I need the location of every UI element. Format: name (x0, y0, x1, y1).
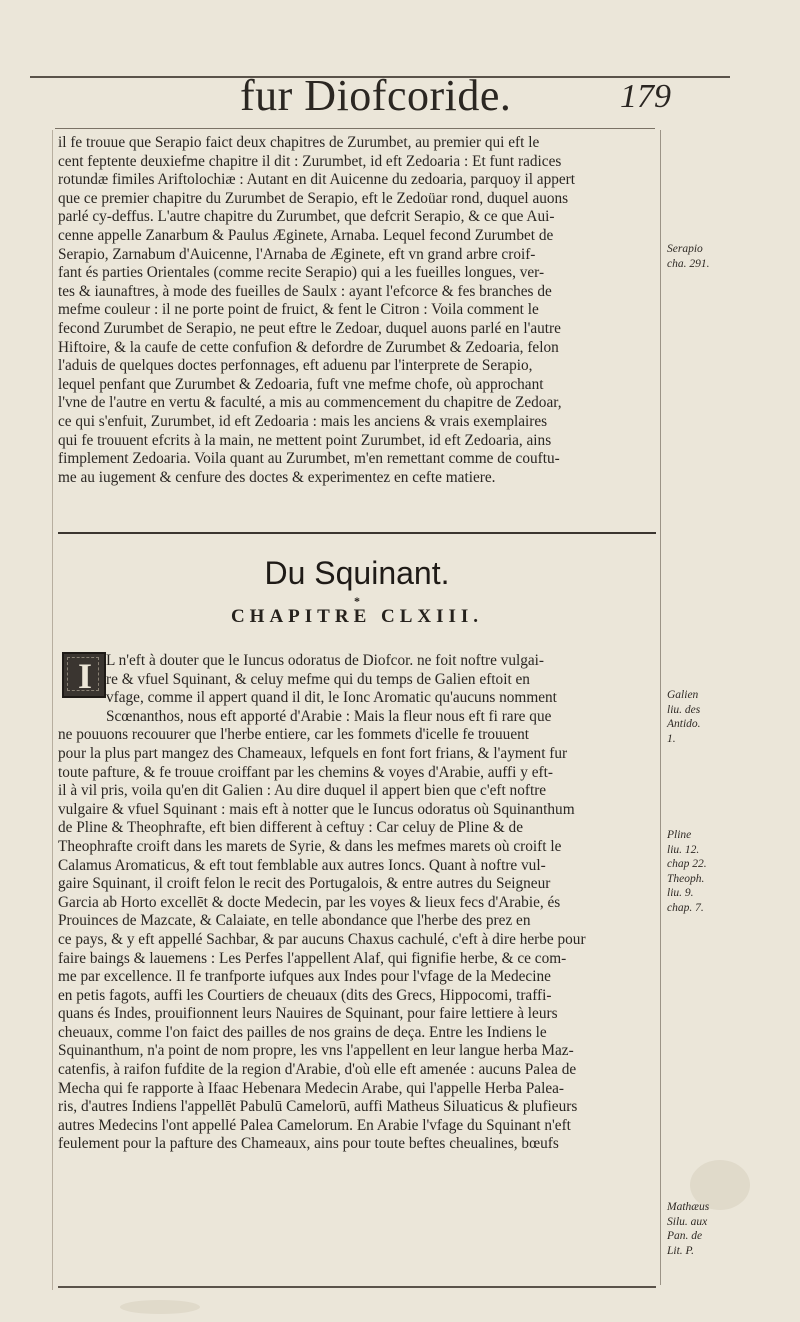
text-line: Calamus Aromaticus, & eft tout femblable aux autres Ioncs. Quant à noftre vul- (58, 856, 546, 874)
margin-note-line: liu. 12. (667, 843, 700, 856)
text-line: qui fe trouuent efcrits à la main, ne mettent point Zurumbet, id eft Zedoaria, ains (58, 431, 552, 449)
text-line: de Pline & Theophrafte, eft bien different à ceftuy : Car celuy de Pline & de (58, 819, 523, 837)
section-divider (58, 532, 656, 534)
text-line: vfage, comme il appert quand il dit, le Ionc Aromatic qu'aucuns nomment (106, 689, 557, 707)
text-line: L n'eft à douter que le Iuncus odoratus de Diofcor. ne foit noftre vulgai- (106, 652, 545, 669)
paragraph-text (58, 134, 656, 487)
text-line: lequel penfant que Zurumbet & Zedoaria, fuft vne mefme chofe, où approchant (58, 375, 544, 393)
text-line: il à vil pris, voila qu'en dit Galien : Au dire duquel il appert bien que c'eft noftre (58, 782, 547, 800)
text-line: tes & iaunaftres, à mode des fueilles de Saulx : ayant l'efcorce & fes branches de (58, 282, 552, 300)
page-number: 179 (620, 78, 671, 115)
section-title: Du Squinant. (264, 555, 450, 591)
text-line: ne pouuons recouurer que l'herbe entiere, car les fommets d'icelle fe trouuent (58, 726, 530, 744)
text-line: en petis fagots, auffi les Courtiers de cheuaux (dits des Grecs, Hippocomi, traffi- (58, 986, 552, 1004)
text-line: ris, d'autres Indiens l'appellēt Pabulū Camelorū, auffi Matheus Siluaticus & plufieurs (58, 1098, 578, 1116)
text-line: fimplement Zedoaria. Voila quant au Zurumbet, m'en remettant comme de couftu- (58, 450, 560, 468)
margin-note-line: 1. (667, 732, 676, 745)
text-line: vulgaire & vfuel Squinant : mais eft à notter que le Iuncus odoratus où Squinanthum (58, 800, 575, 818)
text-line: ce qui s'enfuit, Zurumbet, id eft Zedoaria : mais les anciens & vrais exemplaires (58, 412, 548, 430)
margin-note-line: Mathæus (667, 1201, 710, 1213)
text-line: autres Medecins l'ont appellé Palea Camelorum. En Arabie l'vfage du Squinant n'eft (58, 1116, 571, 1134)
margin-note-line: Lit. P. (667, 1244, 694, 1257)
chapter-label: CHAPITRE CLXIII. (230, 606, 484, 627)
margin-note-line: Serapio (667, 243, 703, 255)
text-line: Mecha qui fe rapporte à Ifaac Hebenara Medecin Arabe, qui l'appelle Herba Palea- (58, 1079, 565, 1097)
margin-note-line: chap 22. (667, 858, 707, 870)
margin-note-line: Pan. de (667, 1230, 703, 1242)
margin-note-galien (667, 688, 701, 746)
margin-note-line: Silu. aux (667, 1215, 708, 1228)
text-line: cent feptente deuxiefme chapitre il dit : Zurumbet, id eft Zedoaria : Et funt radices (58, 152, 562, 170)
text-line: quans és Indes, prouifionnent leurs Nauires de Squinant, pour faire lettiere à leurs (58, 1005, 558, 1023)
text-line: que ce premier chapitre du Zurumbet de Serapio, eft le Zedoüar rond, duquel auons (58, 189, 569, 207)
text-line: Garcia ab Horto excellēt & docte Medecin, par les voyes & lieux fecs d'Arabie, és (58, 893, 561, 911)
margin-note-pline (667, 828, 707, 915)
text-line: cenne appelle Zanarbum & Paulus Æginete, Arnaba. Lequel fecond Zurumbet de (58, 226, 554, 244)
ornament-star: * (354, 594, 360, 608)
margin-note-serapio (667, 242, 709, 271)
paragraph-squinant (58, 652, 656, 1154)
margin-note-line: Pline (667, 829, 692, 841)
paragraph-text (58, 652, 656, 1154)
drop-cap-letter: I (78, 656, 93, 696)
text-line: toute pafture, & fe trouue croiffant par les chemins & voyes d'Arabie, auffi y eft- (58, 763, 553, 781)
text-line: re & vfuel Squinant, & celuy mefme qui du temps de Galien eftoit en (106, 670, 530, 688)
margin-note-line: Theoph. (667, 872, 705, 885)
margin-rule (660, 130, 661, 1285)
text-line: l'vne de l'autre en vertu & faculté, a mis au commencement du chapitre de Zedoar, (58, 394, 562, 412)
left-margin-rule (52, 130, 53, 1290)
paragraph-zurumbet (58, 134, 656, 487)
text-line: mefme couleur : il ne porte point de fruict, & fent le Citron : Voila comment le (58, 301, 539, 319)
text-line: me par excellence. Il fe tranfporte iufques aux Indes pour l'vfage de la Medecine (58, 968, 551, 986)
header-rule (55, 128, 655, 129)
text-line: cheuaux, comme l'on faict des pailles de nos grains de deça. Entre les Indiens le (58, 1023, 547, 1041)
margin-note-line: Galien (667, 689, 699, 701)
text-line: Scœnanthos, nous eft apporté d'Arabie : Mais la fleur nous eft fi rare que (106, 707, 552, 725)
text-line: il fe trouue que Serapio faict deux chapitres de Zurumbet, au premier qui eft le (58, 134, 540, 151)
text-line: Theophrafte croift dans les marets de Syrie, & dans les mefmes marets où croift le (58, 837, 562, 855)
text-line: Prouinces de Mazcate, & Calaiate, en telle abondance que l'herbe des prez en (58, 912, 531, 930)
text-line: pour la plus part mangez des Chameaux, lefquels en font fort frians, & l'ayment fur (58, 744, 568, 762)
margin-note-line: liu. 9. (667, 887, 694, 899)
margin-note-line: Antido. (667, 718, 701, 730)
bottom-rule (58, 1286, 656, 1288)
text-line: feulement pour la pafture des Chameaux, ains pour toute beftes cheualines, bœufs (58, 1135, 559, 1153)
text-line: Squinanthum, n'a point de nom propre, les vns l'appellent en leur langue herba Maz- (58, 1042, 574, 1060)
text-line: ce pays, & y eft appellé Sachbar, & par aucuns Chaxus cachulé, c'eft à dire herbe pour (58, 930, 586, 948)
text-line: catenfis, à raifon fufdite de la region d'Arabie, d'où elle eft amenée : aucuns Palea de (58, 1061, 577, 1079)
text-line: fant és parties Orientales (comme recite Serapio) qui a les fueilles longues, ver- (58, 264, 545, 282)
running-head: fur Diofcoride. (240, 71, 512, 120)
text-line: me au iugement & cenfure des doctes & experimentez en cefte matiere. (58, 468, 496, 486)
text-line: faire baings & lauemens : Les Perfes l'appellent Alaf, qui fignifie herbe, & ce com- (58, 949, 567, 967)
chapter-heading (58, 594, 656, 628)
paper-stain (120, 1300, 200, 1314)
text-line: fecond Zurumbet de Serapio, ne peut eftre le Zedoar, duquel auons parlé en l'autre (58, 319, 561, 337)
text-line: rotundæ fimiles Ariftolochiæ : Autant en dit Auicenne du zedoaria, parquoy il appert (58, 171, 576, 189)
text-line: l'aduis de quelques doctes perfonnages, eft aduenu par l'interprete de Serapio, (58, 357, 533, 375)
text-line: parlé cy-deffus. L'autre chapitre du Zurumbet, que defcrit Serapio, & ce que Aui- (58, 208, 555, 226)
margin-note-line: chap. 7. (667, 901, 704, 914)
margin-note-line: cha. 291. (667, 257, 710, 270)
text-line: Hiftoire, & la caufe de cette confufion & defordre de Zurumbet & Zedoaria, felon (58, 338, 559, 356)
margin-note-line: liu. des (667, 703, 701, 716)
text-line: Serapio, Zarnabum d'Auicenne, l'Arnaba de Æginete, eft vn grand arbre croif- (58, 245, 536, 263)
text-line: gaire Squinant, il croift felon le recit des Portugalois, & entre autres du Seigneur (58, 875, 551, 893)
margin-note-matheus (667, 1200, 709, 1258)
